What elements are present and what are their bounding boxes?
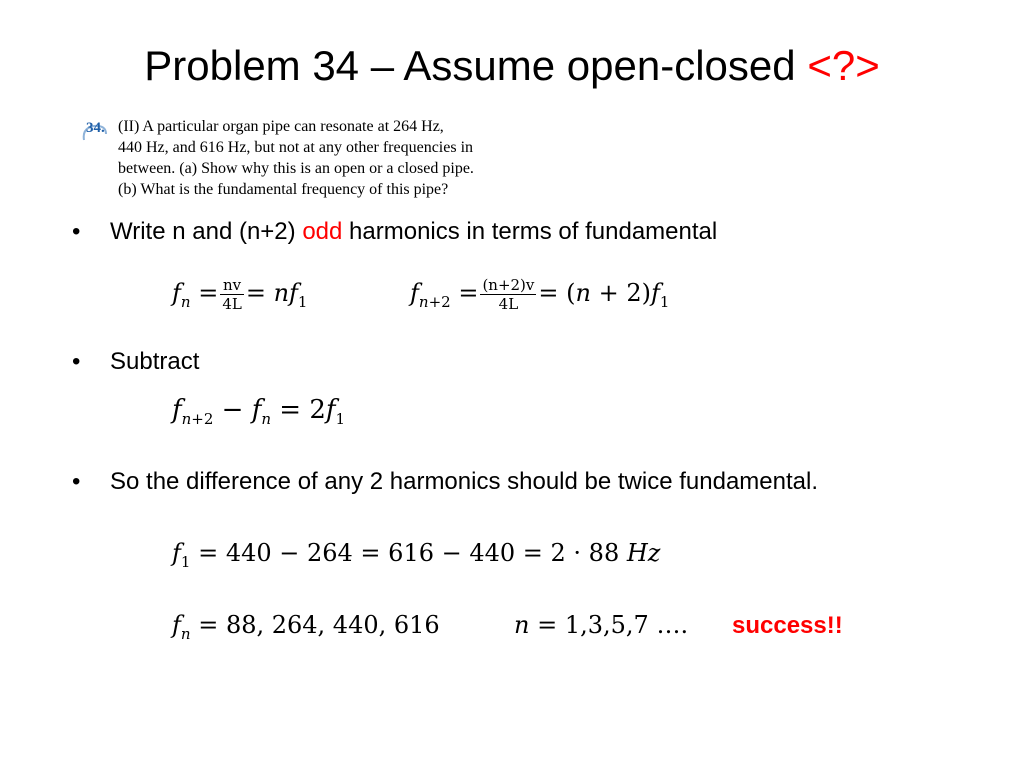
problem-line: (b) What is the fundamental frequency of this pipe? bbox=[118, 181, 449, 198]
equation-fn: $f_n$ = $\frac{nv}{4L}$ = $nf_1$ bbox=[172, 276, 308, 313]
fraction-denominator: 4L bbox=[498, 295, 519, 313]
problem-line: (II) A particular organ pipe can resonate at 264 Hz, bbox=[118, 118, 444, 135]
equation-n-values: n = 1,3,5,7 …. bbox=[514, 611, 689, 639]
slide-title bbox=[0, 38, 1024, 94]
bullet-dot: • bbox=[72, 348, 81, 375]
title-flag: <?> bbox=[807, 42, 880, 89]
equation-fn-plus-2: $f_{n+2}$ = $\frac{(n+2)v}{4L}$ = $(n + 2)f_1$ bbox=[410, 276, 670, 313]
bullet-text: Write n and (n+2) bbox=[110, 218, 303, 245]
problem-line: between. (a) Show why this is an open or a closed pipe. bbox=[118, 160, 474, 177]
bullet-dot: • bbox=[72, 218, 81, 245]
title-text: Problem 34 – Assume open-closed bbox=[144, 42, 808, 89]
unit-label: Hz bbox=[626, 539, 661, 567]
bullet-text: harmonics in terms of fundamental bbox=[342, 218, 718, 245]
equation-harmonics-list: $f_n = 88$, 264, 440, 616 bbox=[172, 611, 440, 643]
success-label: success!! bbox=[732, 612, 843, 639]
problem-line: 440 Hz, and 616 Hz, but not at any other frequencies in bbox=[118, 139, 474, 156]
bullet-text: So the difference of any 2 harmonics should be twice fundamental. bbox=[110, 468, 818, 495]
problem-number-badge bbox=[80, 116, 114, 146]
equation-difference: $f_{n+2} - f_n = 2f_1$ bbox=[172, 395, 346, 428]
problem-number: 34. bbox=[86, 120, 105, 136]
fraction-denominator: 4L bbox=[222, 295, 242, 313]
odd-highlight: odd bbox=[302, 218, 343, 245]
bullet-dot: • bbox=[72, 468, 81, 495]
harmonic-values: = 88, 264, 440, 616 bbox=[198, 611, 440, 639]
fraction-numerator: (n+2)v bbox=[482, 276, 535, 294]
bullet-text: Subtract bbox=[110, 348, 200, 375]
n-values: = 1,3,5,7 …. bbox=[537, 611, 689, 639]
equation-fundamental: $f_1 = 440 - 264 = 616 - 440 = 2 \cdot 88$ Hz bbox=[172, 539, 661, 571]
fraction-numerator: nv bbox=[220, 276, 244, 295]
equation-body: = 440 − 264 = 616 − 440 = 2 · 88 bbox=[198, 539, 627, 567]
success-label-wrap bbox=[732, 610, 843, 641]
